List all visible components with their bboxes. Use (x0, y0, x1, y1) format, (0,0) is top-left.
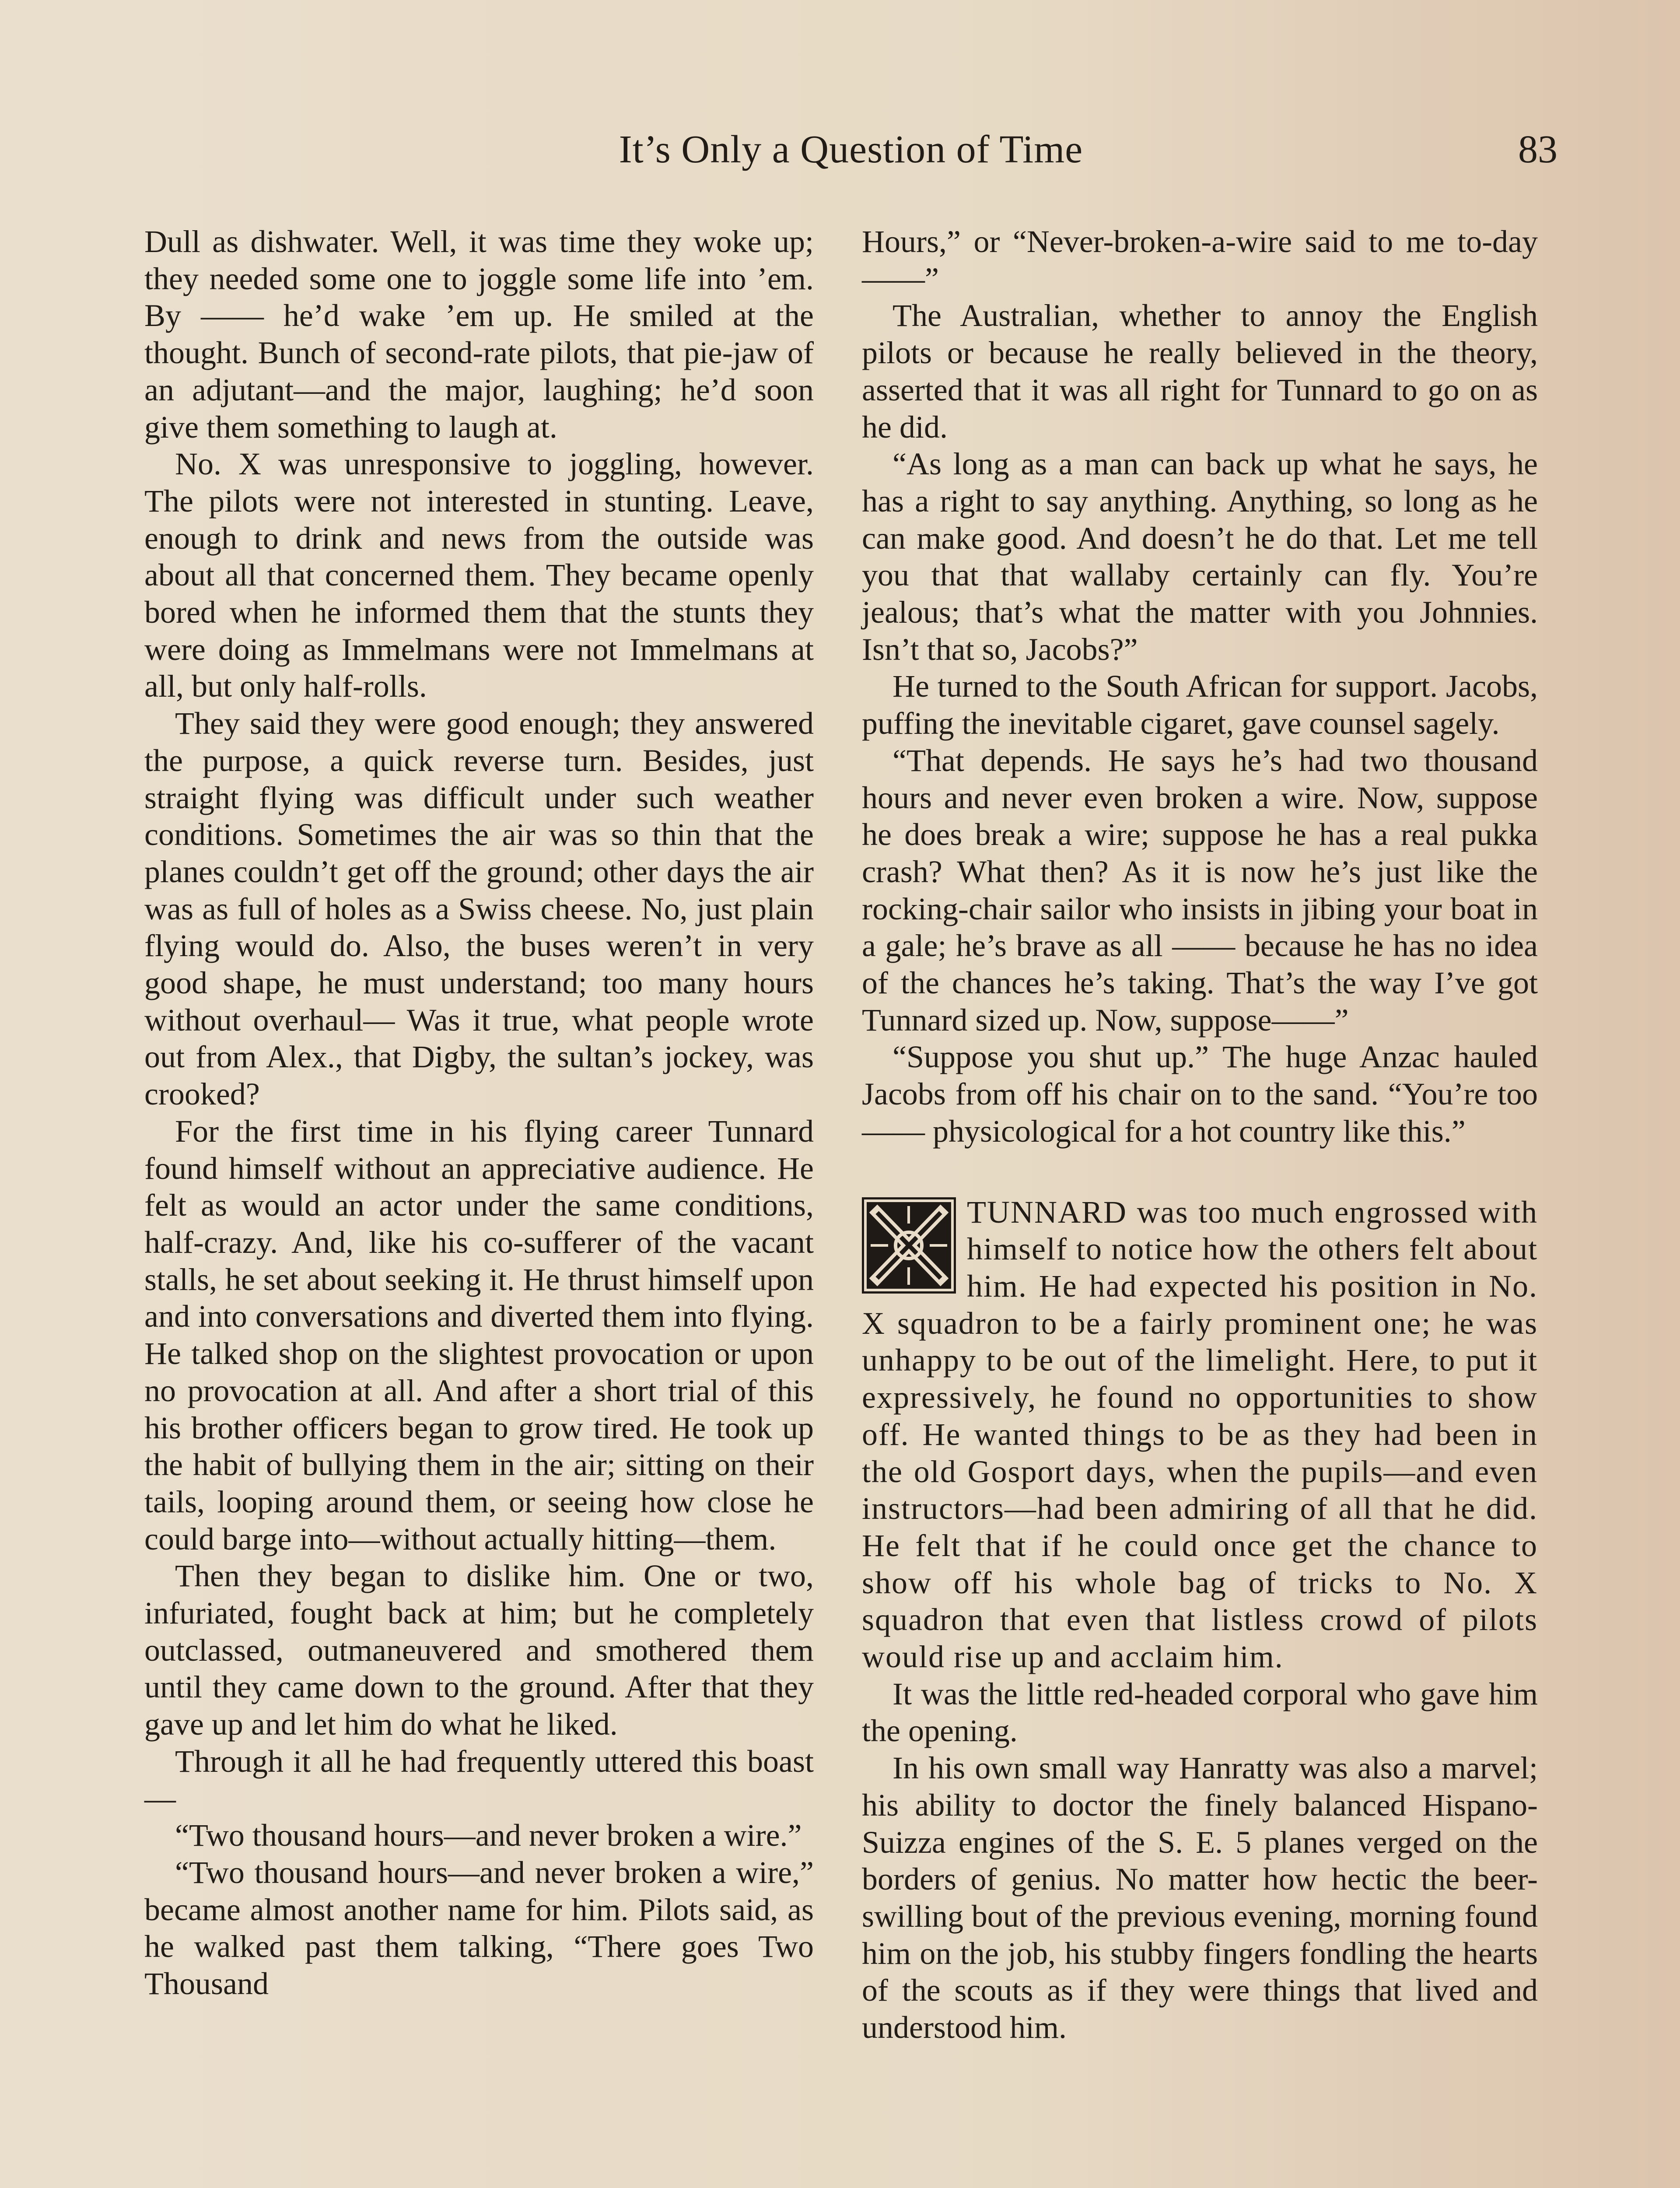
right-column (862, 223, 1538, 2046)
paragraph: “Suppose you shut up.” The huge Anzac hauled Jacobs from off his chair on to the sand. “You’re too —— physicological for a hot country like this.” (862, 1039, 1538, 1149)
paragraph: TUNNARD was too much engrossed with himself to notice how the others felt about him. He had expected his position in No. X squadron to be a fairly prominent one; he was unhappy to be out of the limelight. Here, to put it expressively, he found no opportunities to show off. He wanted things to be as they had been in the old Gosport days, when the pupils—and even instructors—had been admiring of all that he did. He felt that if he could once get the chance to show off his whole bag of tricks to No. X squadron that even that listless crowd of pilots would rise up and acclaim him. (862, 1194, 1538, 1675)
paragraph: “As long as a man can back up what he says, he has a right to say anything. Anything, so long as he can make good. And doesn’t he do that. Let me tell you that that wallaby certainly can fly. You’re jealous; that’s what the matter with you Johnnies. Isn’t that so, Jacobs?” (862, 446, 1538, 667)
paragraph: No. X was unresponsive to joggling, however. The pilots were not interested in stunting. Leave, enough to drink and news from the outside was about all that concerned them. They became openly bored when he informed them that the stunts they were doing as Immelmans were not Immelmans at all, but only half-rolls. (144, 446, 814, 704)
paragraph: He turned to the South African for support. Jacobs, puffing the inevitable cigaret, gave counsel sagely. (862, 669, 1538, 741)
paragraph: They said they were good enough; they answered the purpose, a quick reverse turn. Besides, just straight flying was difficult under such weather conditions. Sometimes the air was so thin that the planes couldn’t get off the ground; other days the air was as full of holes as a Swiss cheese. No, just plain flying would do. Also, the buses weren’t in very good shape, he must understand; too many hours without overhaul— Was it true, what people wrote out from Alex., that Digby, the sultan’s jockey, was crooked? (144, 706, 814, 1112)
ornamental-dropcap-icon (862, 1197, 956, 1294)
paragraph: “Two thousand hours—and never broken a wire.” (175, 1818, 802, 1853)
paragraph: Through it all he had frequently uttered this boast— (144, 1743, 814, 1816)
paragraph: Then they began to dislike him. One or two, infuriated, fought back at him; but he completely outclassed, outmaneuvered and smothered them until they came down to the ground. After that they gave up and let him do what he liked. (144, 1558, 814, 1742)
running-head: It’s Only a Question of Time (619, 128, 1083, 171)
paragraph: In his own small way Hanratty was also a marvel; his ability to doctor the finely balanced Hispano-Suizza engines of the S. E. 5 planes verged on the borders of genius. No matter how hectic the beer-swilling bout of the previous evening, morning found him on the job, his stubby fingers fondling the hearts of the scouts as if they were things that lived and understood him. (862, 1750, 1538, 2045)
page-header (144, 127, 1558, 197)
left-column (144, 223, 814, 2002)
paragraph: “That depends. He says he’s had two thousand hours and never even broken a wire. Now, suppose he does break a wire; suppose he has a real pukka crash? What then? As it is now he’s just like the rocking-chair sailor who insists in jibing your boat in a gale; he’s brave as all —— because he has no idea of the chances he’s taking. That’s the way I’ve got Tunnard sized up. Now, suppose——” (862, 743, 1538, 1038)
paragraph: For the first time in his flying career Tunnard found himself without an appreciative audience. He felt as would an actor under the same conditions, half-crazy. And, like his co-sufferer of the vacant stalls, he set about seeking it. He thrust himself upon and into conversations and diverted them into flying. He talked shop on the slightest provocation or upon no provocation at all. And after a short trial of this his brother officers began to grow tired. He took up the habit of bullying them in the air; sitting on their tails, looping around them, or seeing how close he could barge into—without actually hitting—them. (144, 1113, 814, 1557)
paragraph: “Two thousand hours—and never broken a wire,” became almost another name for him. Pilots said, as he walked past them talking, “There goes Two Thousand (144, 1855, 814, 2002)
paragraph: It was the little red-headed corporal who gave him the opening. (862, 1676, 1538, 1749)
paragraph: Dull as dishwater. Well, it was time they woke up; they needed some one to joggle some life into ’em. By —— he’d wake ’em up. He smiled at the thought. Bunch of second-rate pilots, that pie-jaw of an adjutant—and the major, laughing; he’d soon give them something to laugh at. (144, 224, 814, 445)
paragraph: Hours,” or “Never-broken-a-wire said to me to-day——” (862, 224, 1538, 296)
section-break (862, 1150, 1538, 1194)
page-number: 83 (1518, 128, 1558, 171)
paragraph: The Australian, whether to annoy the English pilots or because he really believed in the theory, asserted that it was all right for Tunnard to go on as he did. (862, 298, 1538, 445)
